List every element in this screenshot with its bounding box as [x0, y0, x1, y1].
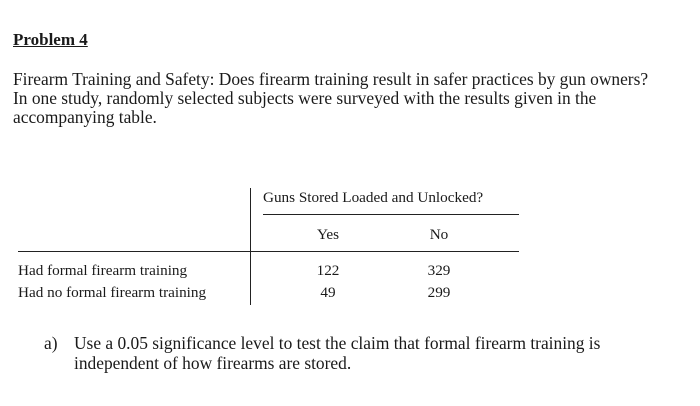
problem-title: Problem 4: [13, 30, 88, 49]
row-label-untrained: Had no formal firearm training: [18, 284, 207, 301]
column-header-no: No: [429, 226, 449, 243]
cell-untrained-no: 299: [427, 284, 451, 301]
problem-paragraph-line-3: accompanying table.: [13, 107, 157, 127]
question-marker: a): [44, 333, 58, 353]
table-horizontal-divider: [18, 251, 519, 252]
column-header-yes: Yes: [316, 226, 340, 243]
problem-paragraph-line-1: Firearm Training and Safety: Does firearm training result in safer practices by gun owners?: [13, 69, 649, 89]
row-label-trained: Had formal firearm training: [18, 262, 188, 279]
cell-untrained-yes: 49: [320, 284, 336, 301]
cell-trained-yes: 122: [316, 262, 340, 279]
problem-paragraph-line-2: In one study, randomly selected subjects were surveyed with the results given in the: [13, 88, 597, 108]
question-line-2: independent of how firearms are stored.: [74, 353, 352, 373]
table-vertical-divider: [250, 188, 251, 305]
question-line-1: Use a 0.05 significance level to test the claim that formal firearm training is: [74, 333, 601, 353]
table-header-rule: [263, 214, 519, 215]
table-header: Guns Stored Loaded and Unlocked?: [263, 189, 484, 206]
question-text: [74, 333, 674, 373]
cell-trained-no: 329: [427, 262, 451, 279]
